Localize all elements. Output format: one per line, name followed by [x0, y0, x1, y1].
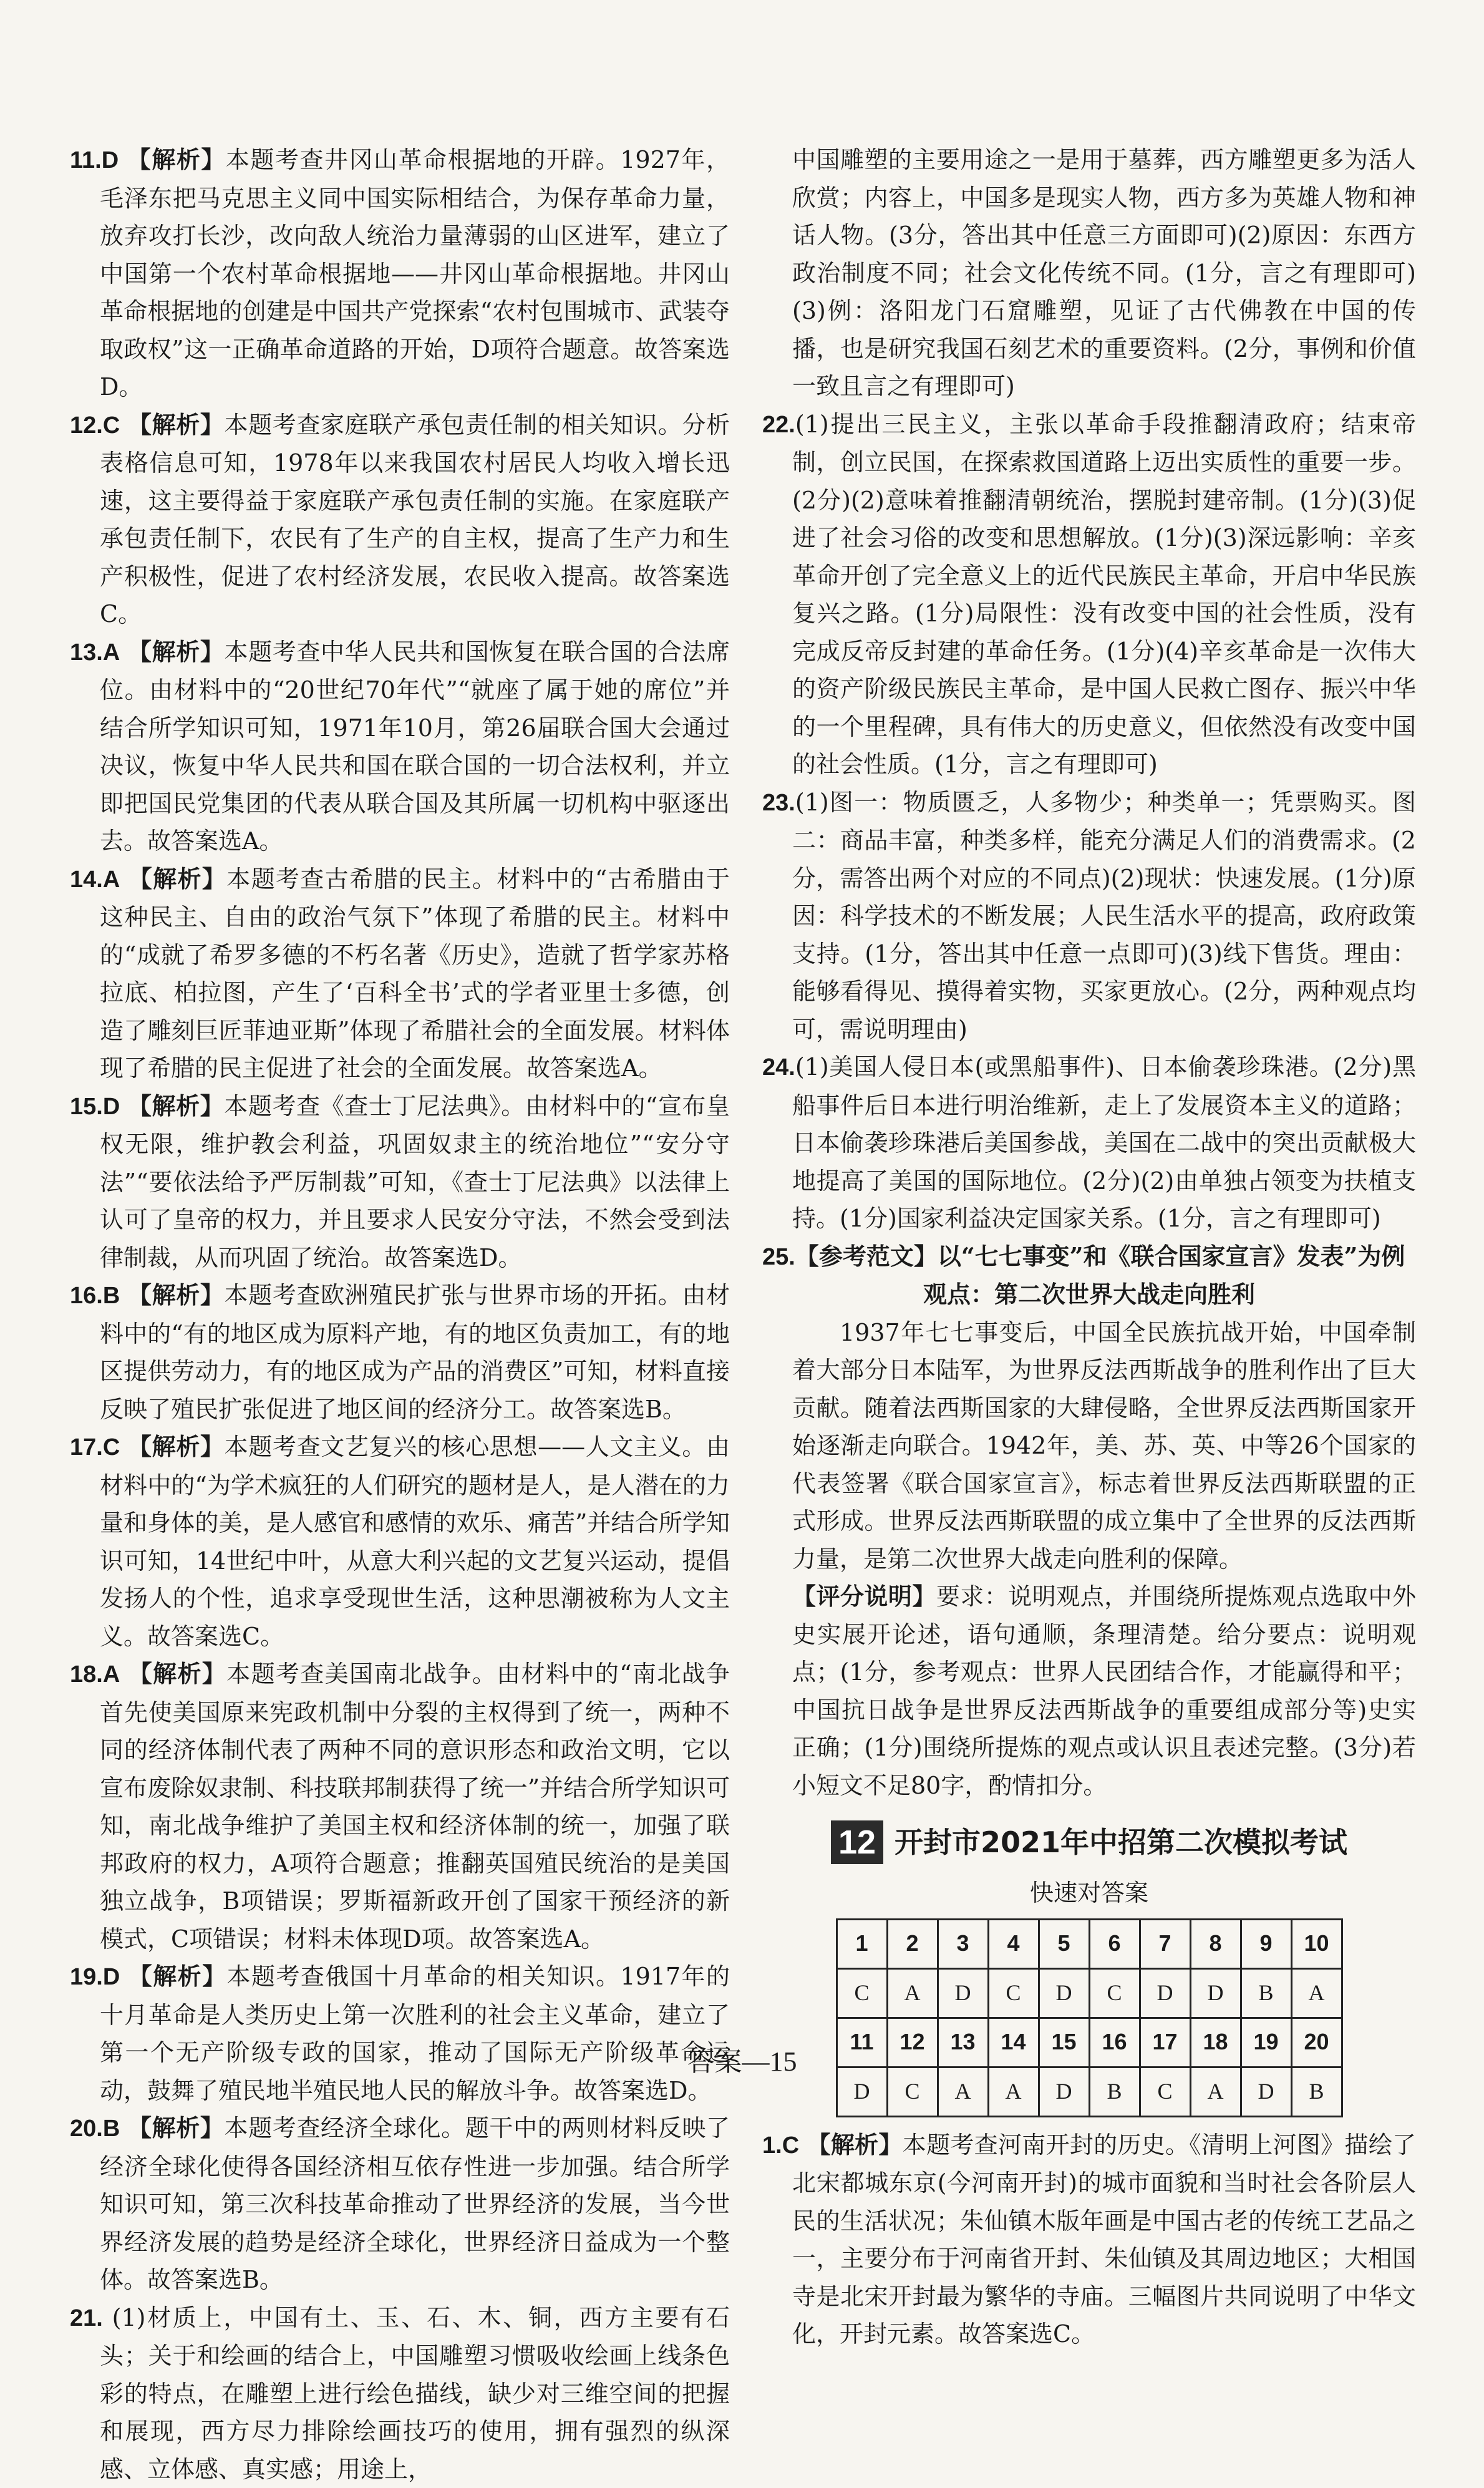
table-cell: 17: [1140, 2018, 1190, 2067]
answer-tag: 【解析】: [128, 411, 225, 439]
answer-num: 13.: [70, 639, 103, 666]
table-cell: 2: [887, 1919, 938, 1968]
table-cell: 1: [837, 1919, 887, 1968]
answer-text: (1)美国人侵日本(或黑船事件)、日本偷袭珍珠港。(2分)黑船事件后日本进行明治维新，走上了发展资本主义的道路；日本偷袭珍珠港后美国参战，美国在二战中的突出贡献极大地提高了美国的国际地位。(2分)(2)由单独占领变为扶植支持。(1分)国家利益决定国家关系。(1分，言之有理即可): [792, 1053, 1416, 1232]
table-cell: 15: [1039, 2018, 1089, 2067]
table-cell: B: [1089, 2067, 1140, 2116]
table-cell: C: [837, 1968, 887, 2018]
answer-item: [70, 1276, 730, 1428]
scoring-note: 【评分说明】要求：说明观点，并围绕所提炼观点选取中外史实展开论述，语句通顺，条理清楚。给分要点：说明观点；(1分，参考观点：世界人民团结合作，才能赢得和平；中国抗日战争是世界反法西斯战争的重要组成部分等)史实正确；(1分)围绕所提炼的观点或认识且表述完整。(3分)若小短文不足80字，酌情扣分。: [762, 1578, 1416, 1804]
answer-item: [762, 784, 1416, 1049]
answer-item: [70, 1958, 730, 2109]
answer-ans: A: [103, 867, 120, 893]
table-cell: 14: [988, 2018, 1039, 2067]
answer-text: 本题考查《查士丁尼法典》。由材料中的“宣布皇权无限，维护教会利益，巩固奴隶主的统治地位”“安分守法”“要依法给予严厉制裁”可知，《查士丁尼法典》以法律上认可了皇帝的权力，并且要求人民安分守法，不然会受到法律制裁，从而巩固了统治。故答案选D。: [100, 1092, 730, 1271]
table-cell: C: [988, 1968, 1039, 2018]
exam-heading: [762, 1820, 1416, 1864]
table-cell: D: [1140, 1968, 1190, 2018]
table-cell: D: [938, 1968, 988, 2018]
answer-num: 19.: [70, 1964, 103, 1990]
answer-ans: D: [103, 1094, 120, 1120]
quick-answer-title: 快速对答案: [762, 1874, 1416, 1912]
table-cell: D: [1039, 1968, 1089, 2018]
table-cell: 19: [1241, 2018, 1291, 2067]
answer-num: 15.: [70, 1094, 103, 1120]
answer-text: 本题考查古希腊的民主。材料中的“古希腊由于这种民主、自由的政治气氛下”体现了希腊的民主。材料中的“成就了希罗多德的不朽名著《历史》，造就了哲学家苏格拉底、柏拉图，产生了‘百科全书’式的学者亚里士多德，创造了雕刻巨匠菲迪亚斯”体现了希腊社会的全面发展。材料体现了希腊的民主促进了社会的全面发展。故答案选A。: [100, 865, 730, 1082]
table-cell: 8: [1190, 1919, 1241, 1968]
answer-item: [70, 1087, 730, 1277]
answer-text: 本题考查俄国十月革命的相关知识。1917年的十月革命是人类历史上第一次胜利的社会主义革命，建立了第一个无产阶级专政的国家，推动了国际无产阶级革命运动，鼓舞了殖民地半殖民地人民的解放斗争。故答案选D。: [100, 1963, 730, 2104]
answer-list-right: [762, 406, 1416, 1238]
answer-num: 24.: [762, 1054, 795, 1081]
table-row: [837, 1968, 1342, 2018]
answer-text: 本题考查家庭联产承包责任制的相关知识。分析表格信息可知，1978年以来我国农村居民人均收入增长迅速，这主要得益于家庭联产承包责任制的实施。在家庭联产承包责任制下，农民有了生产的自主权，提高了生产力和生产积极性，促进了农村经济发展，农民收入提高。故答案选C。: [100, 411, 730, 628]
answer-text: (1)图一：物质匮乏，人多物少；种类单一；凭票购买。图二：商品丰富，种类多样，能充分满足人们的消费需求。(2分，需答出两个对应的不同点)(2)现状：快速发展。(1分)原因：科学技术的不断发展；人民生活水平的提高，政府政策支持。(1分，答出其中任意一点即可)(3)线下售货。理由：能够看得见、摸得着实物，买家更放心。(2分，两种观点均可，需说明理由): [792, 789, 1416, 1043]
answer-table: [836, 1918, 1343, 2117]
table-cell: 5: [1039, 1919, 1089, 1968]
table-cell: C: [1140, 2067, 1190, 2116]
answer-num: 20.: [70, 2116, 103, 2142]
right-column: [762, 141, 1416, 2353]
table-cell: 18: [1190, 2018, 1241, 2067]
table-row: [837, 1919, 1342, 1968]
answer-num: 21.: [70, 2305, 103, 2331]
left-column: [70, 141, 730, 2488]
answer-num: 12.: [70, 412, 103, 439]
answer-text: 本题考查井冈山革命根据地的开辟。1927年，毛泽东把马克思主义同中国实际相结合，为保存革命力量，放弃攻打长沙，改向敌人统治力量薄弱的山区进军，建立了中国第一个农村革命根据地——井冈山革命根据地。井冈山革命根据地的创建是中国共产党探索“农村包围城市、武装夺取政权”这一正确革命道路的开始，D项符合题意。故答案选D。: [100, 146, 730, 401]
answer-ans: A: [103, 639, 120, 666]
essay-title: 观点：第二次世界大战走向胜利: [762, 1276, 1416, 1314]
answer-ans: D: [102, 147, 119, 173]
page-footer: 答案—15: [0, 2039, 1484, 2079]
table-cell: D: [1190, 1968, 1241, 2018]
answer-tag: 【解析】: [128, 1432, 225, 1460]
answer-tag: 【解析】: [128, 2114, 225, 2142]
table-cell: 7: [1140, 1919, 1190, 1968]
answer-num: 11.: [70, 147, 102, 173]
answer-item: [70, 1428, 730, 1655]
answer-num: 16.: [70, 1283, 103, 1309]
q21-continuation: 中国雕塑的主要用途之一是用于墓葬，西方雕塑更多为活人欣赏；内容上，中国多是现实人物，西方多为英雄人物和神话人物。(3分，答出其中任意三方面即可)(2)原因：东西方政治制度不同；社会文化传统不同。(1分，言之有理即可)(3)例：洛阳龙门石窟雕塑，见证了古代佛教在中国的传播，也是研究我国石刻艺术的重要资料。(2分，事例和价值一致且言之有理即可): [762, 141, 1416, 406]
answer-item: [762, 1048, 1416, 1238]
answer-num: 22.: [762, 412, 795, 438]
answer-item: [70, 2299, 730, 2488]
exam-number-badge: 12: [831, 1820, 883, 1864]
answer-text: (1)提出三民主义，主张以革命手段推翻清政府；结束帝制，创立民国，在探索救国道路上迈出实质性的重要一步。(2分)(2)意味着推翻清朝统治，摆脱封建帝制。(1分)(3)促进了社会习俗的改变和思想解放。(1分)(3)深远影响：辛亥革命开创了完全意义上的近代民族民主革命，开启中华民族复兴之路。(1分)局限性：没有改变中国的社会性质，没有完成反帝反封建的革命任务。(1分)(4)辛亥革命是一次伟大的资产阶级民族民主革命，是中国人民救亡图存、振兴中华的一个里程碑，具有伟大的历史意义，但依然没有改变中国的社会性质。(1分，言之有理即可): [792, 411, 1416, 779]
answer-tag: 【解析】: [129, 1962, 227, 1990]
answer-item: [70, 141, 730, 406]
answer-ans: B: [103, 1283, 120, 1309]
table-cell: A: [1291, 1968, 1342, 2018]
table-cell: 9: [1241, 1919, 1291, 1968]
answer-ans: D: [103, 1964, 120, 1990]
answer-item: [762, 406, 1416, 784]
answer-tag: 【解析】: [128, 1281, 225, 1309]
answer-num: 14.: [70, 867, 103, 893]
table-cell: 20: [1291, 2018, 1342, 2067]
table-cell: 13: [938, 2018, 988, 2067]
table-cell: A: [887, 1968, 938, 2018]
table-cell: 16: [1089, 2018, 1140, 2067]
answer-text: 本题考查中华人民共和国恢复在联合国的合法席位。由材料中的“20世纪70年代”“就座了属于她的席位”并结合所学知识可知，1971年10月，第26届联合国大会通过决议，恢复中华人民共和国在联合国的一切合法权利，并立即把国民党集团的代表从联合国及其所属一切机构中驱逐出去。故答案选A。: [100, 638, 730, 855]
answer-num: 18.: [70, 1661, 103, 1688]
answer-item: [70, 633, 730, 860]
answer-tag: 【解析】: [129, 865, 226, 893]
table-cell: A: [988, 2067, 1039, 2116]
answer-text: 本题考查欧洲殖民扩张与世界市场的开拓。由材料中的“有的地区成为原料产地，有的地区负责加工，有的地区提供劳动力，有的地区成为产品的消费区”可知，材料直接反映了殖民扩张促进了地区间的经济分工。故答案选B。: [100, 1281, 730, 1423]
answer-text: (1)材质上，中国有土、玉、石、木、铜，西方主要有石头；关于和绘画的结合上，中国雕塑习惯吸收绘画上线条色彩的特点，在雕塑上进行绘色描线，缺少对三维空间的把握和展现，西方尽力排除绘画技巧的使用，拥有强烈的纵深感、立体感、真实感；用途上，: [100, 2304, 730, 2483]
answer-ans: B: [103, 2116, 120, 2142]
table-cell: 4: [988, 1919, 1039, 1968]
table-cell: D: [1039, 2067, 1089, 2116]
table-cell: D: [837, 2067, 887, 2116]
answer-text: 本题考查美国南北战争。由材料中的“南北战争首先使美国原来宪政机制中分裂的主权得到了统一，两种不同的经济体制代表了两种不同的意识形态和政治文明，它以宣布废除奴隶制、科技联邦制获得了统一”并结合所学知识可知，南北战争维护了美国主权和经济体制的统一，加强了联邦政府的权力，A项符合题意；推翻英国殖民统治的是美国独立战争，B项错误；罗斯福新政开创了国家干预经济的新模式，C项错误；材料未体现D项。故答案选A。: [100, 1660, 730, 1953]
answer-tag: 【解析】: [129, 1659, 226, 1688]
answer-item-1: 1.C 【解析】本题考查河南开封的历史。《清明上河图》描绘了北宋都城东京(今河南开封)的城市面貌和当时社会各阶层人民的生活状况；朱仙镇木版年画是中国古老的传统工艺品之一，主要分布于河南省开封、朱仙镇及其周边地区；大相国寺是北宋开封最为繁华的寺庙。三幅图片共同说明了中华文化，开封元素。故答案选C。: [762, 2126, 1416, 2353]
table-cell: A: [1190, 2067, 1241, 2116]
answer-item: [70, 1655, 730, 1958]
answer-tag: 【解析】: [128, 1092, 224, 1120]
table-cell: 11: [837, 2018, 887, 2067]
table-cell: 6: [1089, 1919, 1140, 1968]
answer-text: 本题考查文艺复兴的核心思想——人文主义。由材料中的“为学术疯狂的人们研究的题材是人，是人潜在的力量和身体的美，是人感官和感情的欢乐、痛苦”并结合所学知识可知，14世纪中叶，从意大利兴起的文艺复兴运动，提倡发扬人的个性，追求享受现世生活，这种思潮被称为人文主义。故答案选C。: [100, 1433, 730, 1650]
answer-item: [70, 860, 730, 1087]
table-cell: C: [1089, 1968, 1140, 2018]
answer-tag: 【解析】: [127, 145, 226, 173]
table-cell: 12: [887, 2018, 938, 2067]
table-cell: B: [1291, 2067, 1342, 2116]
essay-body: 1937年七七事变后，中国全民族抗战开始，中国牵制着大部分日本陆军，为世界反法西斯战争的胜利作出了巨大贡献。随着法西斯国家的大肆侵略，全世界反法西斯国家开始逐渐走向联合。1942年，美、苏、英、中等26个国家的代表签署《联合国家宣言》，标志着世界反法西斯联盟的正式形成。世界反法西斯联盟的成立集中了全世界的反法西斯力量，是第二次世界大战走向胜利的保障。: [762, 1314, 1416, 1578]
answer-num: 17.: [70, 1434, 103, 1460]
answer-item: [70, 2109, 730, 2299]
table-cell: C: [887, 2067, 938, 2116]
table-cell: 3: [938, 1919, 988, 1968]
exam-title: 开封市2021年中招第二次模拟考试: [895, 1824, 1347, 1862]
table-cell: D: [1241, 2067, 1291, 2116]
answer-ans: C: [103, 412, 120, 439]
answer-ans: A: [103, 1661, 120, 1688]
answer-tag: 【解析】: [128, 638, 225, 666]
q25-heading: 25.【参考范文】以“七七事变”和《联合国家宣言》发表”为例: [762, 1238, 1416, 1276]
table-cell: 10: [1291, 1919, 1342, 1968]
answer-text: 本题考查经济全球化。题干中的两则材料反映了经济全球化使得各国经济相互依存性进一步加强。结合所学知识可知，第三次科技革命推动了世界经济的发展，当今世界经济发展的趋势是经济全球化，世界经济日益成为一个整体。故答案选B。: [100, 2114, 730, 2293]
answer-num: 23.: [762, 790, 795, 816]
answer-item: [70, 406, 730, 633]
answer-ans: C: [103, 1434, 120, 1460]
table-cell: A: [938, 2067, 988, 2116]
table-cell: B: [1241, 1968, 1291, 2018]
